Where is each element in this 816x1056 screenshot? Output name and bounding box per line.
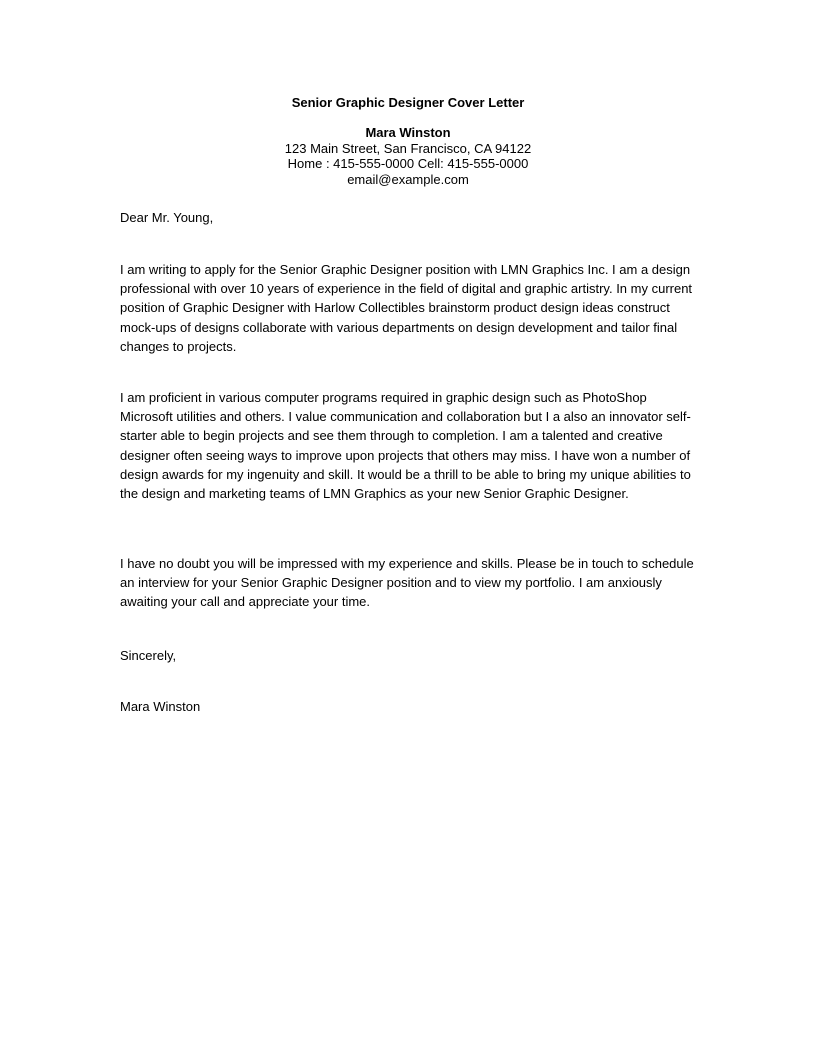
sender-header [208,125,608,187]
document-title: Senior Graphic Designer Cover Letter [291,95,525,110]
body-paragraph-3: I have no doubt you will be impressed with my experience and skills. Please be in touch to schedule an interview for your Senior Graphic Designer position and to view my portfolio. I am anxiously awaiting your call and appreciate your time. [120,556,694,610]
body-paragraph-2: I am proficient in various computer programs required in graphic design such as PhotoShop Microsoft utilities and others. I value communication and collaboration but I a also an innovator self-starter able to begin projects and see them through to completion. I am a talented and creative designer often seeing ways to improve upon projects that others may miss. I have won a number of design awards for my ingenuity and skill. It would be a thrill to be able to bring my unique abilities to the design and marketing teams of LMN Graphics as your new Senior Graphic Designer. [120,390,691,502]
body-paragraph-1: I am writing to apply for the Senior Graphic Designer position with LMN Graphics Inc. I am a design professional with over 10 years of experience in the field of digital and graphic artistry. In my current position of Graphic Designer with Harlow Collectibles brainstorm product design ideas construct mock-ups of designs collaborate with various departments on design development and tailor final changes to projects. [120,262,693,354]
sender-address: 123 Main Street, San Francisco, CA 94122 [284,140,532,156]
sender-email: email@example.com [347,171,469,187]
sender-name: Mara Winston [365,125,451,140]
closing: Sincerely, [120,648,177,663]
salutation: Dear Mr. Young, [120,210,214,225]
sender-phones: Home : 415-555-0000 Cell: 415-555-0000 [287,156,529,171]
signature: Mara Winston [120,699,201,714]
